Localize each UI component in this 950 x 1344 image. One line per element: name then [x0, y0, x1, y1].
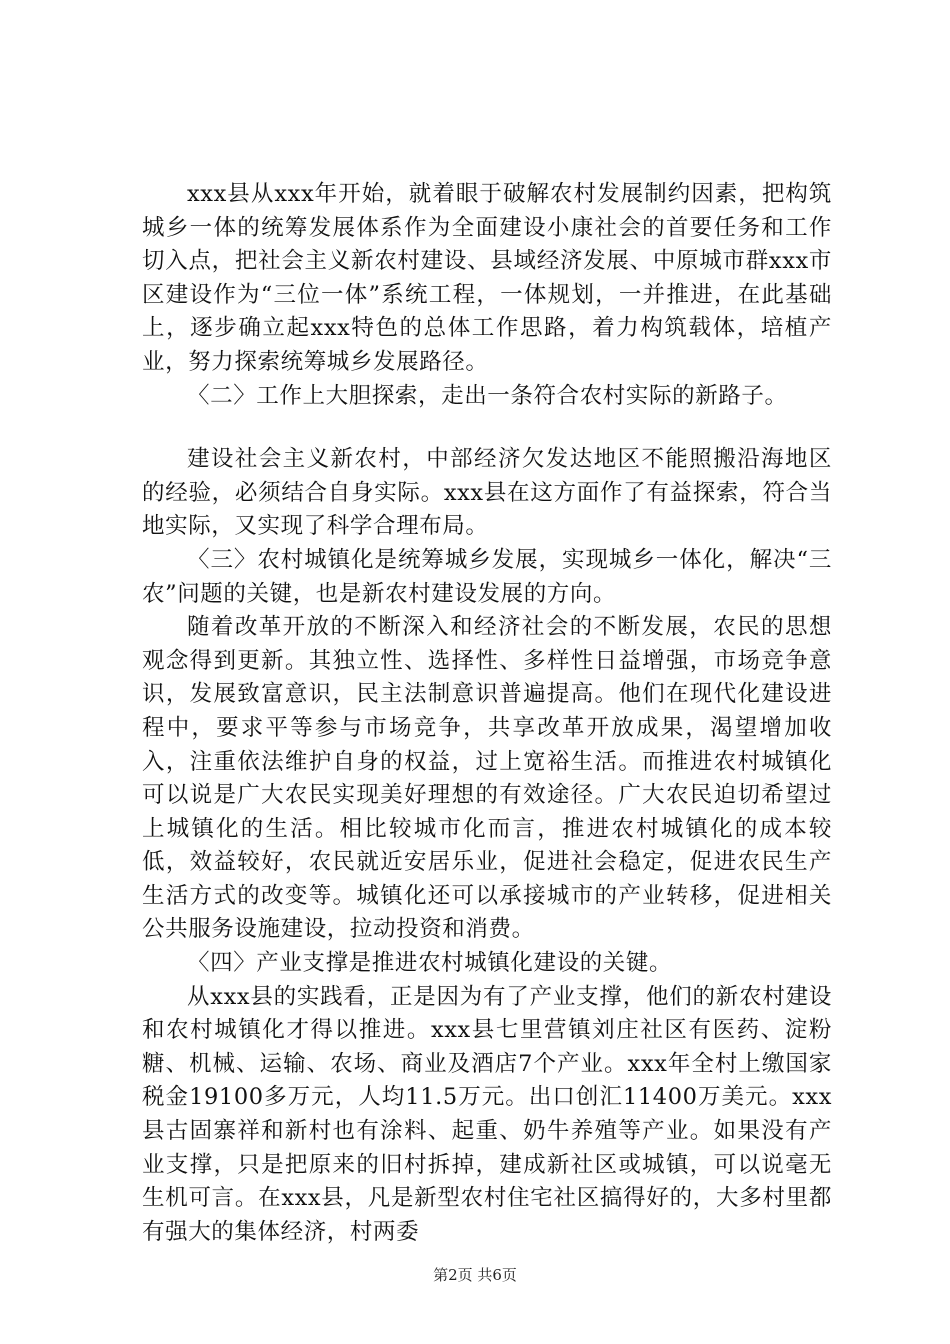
- document-body: [142, 178, 832, 1249]
- paragraph-section-4: 从xxx县的实践看，正是因为有了产业支撑，他们的新农村建设和农村城镇化才得以推进。xxx县七里营镇刘庄社区有医药、淀粉糖、机械、运输、农场、商业及酒店7个产业。xxx年全村上缴国家税金19100多万元，人均11.5万元。出口创汇11400万美元。xxx县古固寨祥和新村也有涂料、起重、奶牛养殖等产业。如果没有产业支撑，只是把原来的旧村拆掉，建成新社区或城镇，可以说毫无生机可言。在xxx县，凡是新型农村住宅社区搞得好的，大多村里都有强大的集体经济，村两委: [142, 983, 832, 1245]
- paragraph-intro: xxx县从xxx年开始，就着眼于破解农村发展制约因素，把构筑城乡一体的统筹发展体系作为全面建设小康社会的首要任务和工作切入点，把社会主义新农村建设、县域经济发展、中原城市群xxx市区建设作为“三位一体”系统工程，一体规划，一并推进，在此基础上，逐步确立起xxx特色的总体工作思路，着力构筑载体，培植产业，努力探索统筹城乡发展路径。: [142, 181, 832, 375]
- heading-section-4: 〈四〉产业支撑是推进农村城镇化建设的关键。: [187, 950, 673, 977]
- page-number-footer: 第2页 共6页: [433, 1266, 517, 1284]
- heading-section-3: 〈三〉农村城镇化是统筹城乡发展，实现城乡一体化，解决“三农”问题的关键，也是新农村建设发展的方向。: [142, 546, 832, 607]
- heading-section-2: 〈二〉工作上大胆探索，走出一条符合农村实际的新路子。: [187, 382, 788, 409]
- paragraph-section-3: 随着改革开放的不断深入和经济社会的不断发展，农民的思想观念得到更新。其独立性、选择性、多样性日益增强，市场竞争意识，发展致富意识，民主法制意识普遍提高。他们在现代化建设进程中，要求平等参与市场竞争，共享改革开放成果，渴望增加收入，注重依法维护自身的权益，过上宽裕生活。而推进农村城镇化可以说是广大农民实现美好理想的有效途径。广大农民迫切希望过上城镇化的生活。相比较城市化而言，推进农村城镇化的成本较低，效益较好，农民就近安居乐业，促进社会稳定，促进农民生产生活方式的改变等。城镇化还可以承接城市的产业转移，促进相关公共服务设施建设，拉动投资和消费。: [142, 614, 832, 943]
- paragraph-section-2: 建设社会主义新农村，中部经济欠发达地区不能照搬沿海地区的经验，必须结合自身实际。xxx县在这方面作了有益探索，符合当地实际，又实现了科学合理布局。: [142, 446, 832, 540]
